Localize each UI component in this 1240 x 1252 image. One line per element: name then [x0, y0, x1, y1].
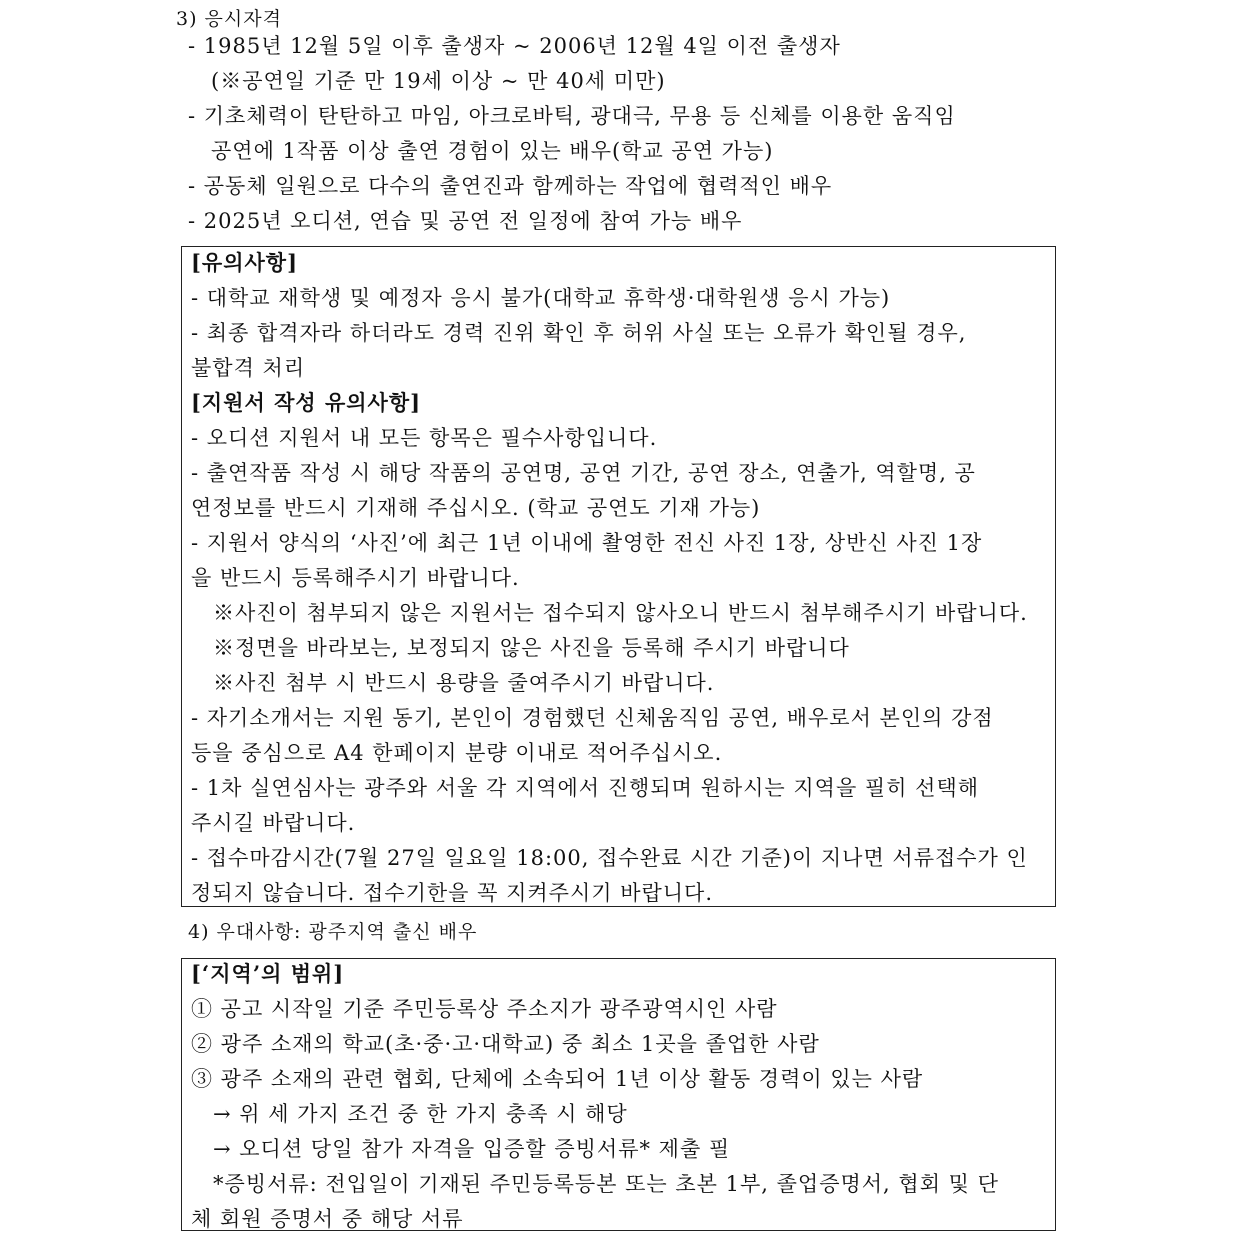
form-guidelines-title: [지원서 작성 유의사항]: [191, 390, 422, 415]
eligibility-item: - 2025년 오디션, 연습 및 공연 전 일정에 참여 가능 배우: [188, 209, 743, 233]
form-guideline-line: 연정보를 반드시 기재해 주십시오. (학교 공연도 기재 가능): [191, 496, 761, 520]
form-guideline-line: 등을 중심으로 A4 한페이지 분량 이내로 적어주십시오.: [191, 741, 723, 765]
form-guideline-line: - 접수마감시간(7월 27일 일요일 18:00, 접수완료 시간 기준)이 지나면 서류접수가 인: [191, 846, 1028, 870]
photo-note: ※사진이 첨부되지 않은 지원서는 접수되지 않사오니 반드시 첨부해주시기 바랍니다.: [213, 601, 1028, 625]
form-guideline-line: - 지원서 양식의 ‘사진’에 최근 1년 이내에 촬영한 전신 사진 1장, 상반신 사진 1장: [191, 531, 983, 555]
eligibility-item: (※공연일 기준 만 19세 이상 ~ 만 40세 미만): [211, 69, 666, 93]
form-guideline-line: - 자기소개서는 지원 동기, 본인이 경험했던 신체움직임 공연, 배우로서 본인의 강점: [191, 706, 994, 730]
evidence-note: *증빙서류: 전입일이 기재된 주민등록등본 또는 초본 1부, 졸업증명서, 협회 및 단: [213, 1172, 999, 1196]
region-arrow-note: → 오디션 당일 참가 자격을 입증할 증빙서류* 제출 필: [213, 1137, 731, 1161]
region-condition: ① 공고 시작일 기준 주민등록상 주소지가 광주광역시인 사람: [191, 997, 778, 1021]
region-condition: ③ 광주 소재의 관련 협회, 단체에 소속되어 1년 이상 활동 경력이 있는 사람: [191, 1067, 924, 1091]
region-title: [‘지역’의 범위]: [191, 961, 345, 986]
photo-note: ※사진 첨부 시 반드시 용량을 줄여주시기 바랍니다.: [213, 671, 715, 695]
photo-note: ※정면을 바라보는, 보정되지 않은 사진을 등록해 주시기 바랍니다: [213, 636, 850, 660]
eligibility-item: 공연에 1작품 이상 출연 경험이 있는 배우(학교 공연 가능): [211, 139, 774, 163]
eligibility-item: - 공동체 일원으로 다수의 출연진과 함께하는 작업에 협력적인 배우: [188, 174, 833, 198]
form-guideline-line: 을 반드시 등록해주시기 바랍니다.: [191, 566, 520, 590]
form-guideline-line: - 오디션 지원서 내 모든 항목은 필수사항입니다.: [191, 426, 658, 450]
region-arrow-note: → 위 세 가지 조건 중 한 가지 충족 시 해당: [213, 1102, 628, 1126]
caution-title: [유의사항]: [191, 250, 299, 275]
region-condition: ② 광주 소재의 학교(초·중·고·대학교) 중 최소 1곳을 졸업한 사람: [191, 1032, 820, 1056]
form-guideline-line: - 1차 실연심사는 광주와 서울 각 지역에서 진행되며 원하시는 지역을 필히 선택해: [191, 776, 980, 800]
eligibility-item: - 기초체력이 탄탄하고 마임, 아크로바틱, 광대극, 무용 등 신체를 이용한 움직임: [188, 104, 956, 128]
form-guideline-line: 정되지 않습니다. 접수기한을 꼭 지켜주시기 바랍니다.: [191, 881, 714, 905]
section-4-heading: 4) 우대사항: 광주지역 출신 배우: [188, 921, 478, 943]
form-guideline-line: - 출연작품 작성 시 해당 작품의 공연명, 공연 기간, 공연 장소, 연출가, 역할명, 공: [191, 461, 976, 485]
section-3-heading: 3) 응시자격: [176, 8, 282, 30]
evidence-note: 체 회원 증명서 중 해당 서류: [191, 1207, 464, 1231]
caution-line: - 최종 합격자라 하더라도 경력 진위 확인 후 허위 사실 또는 오류가 확인될 경우,: [191, 321, 967, 345]
eligibility-item: - 1985년 12월 5일 이후 출생자 ~ 2006년 12월 4일 이전 출생자: [188, 34, 841, 58]
form-guideline-line: 주시길 바랍니다.: [191, 811, 356, 835]
caution-line: 불합격 처리: [191, 356, 306, 380]
caution-line: - 대학교 재학생 및 예정자 응시 불가(대학교 휴학생·대학원생 응시 가능): [191, 286, 891, 310]
